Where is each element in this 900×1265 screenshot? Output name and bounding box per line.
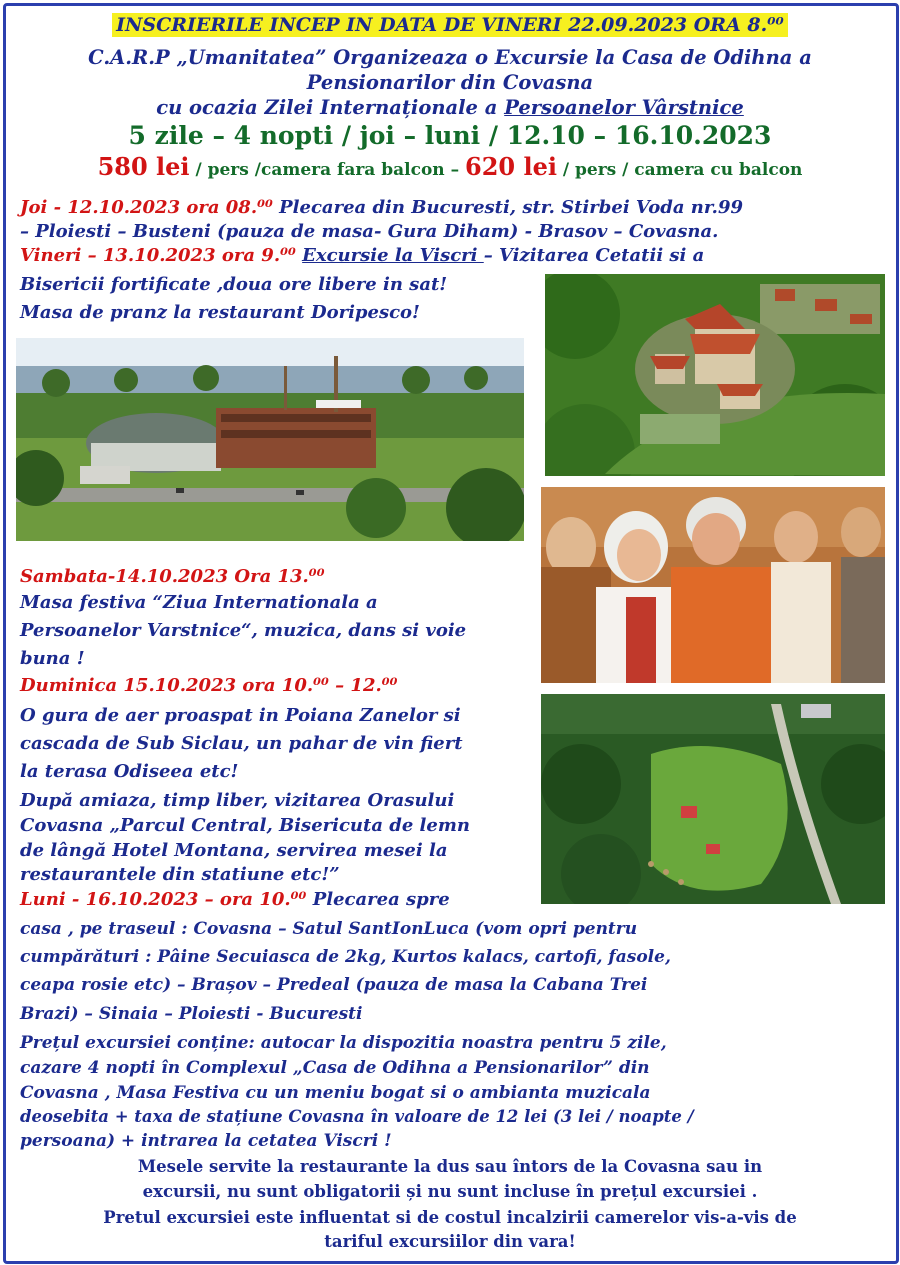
occasion-line bbox=[0, 98, 900, 118]
day3-line1: Masa festiva “Ziua Internationala a bbox=[20, 592, 378, 613]
organizer-line: C.A.R.P „Umanitatea” Organizeaza o Excursie la Casa de Odihna a bbox=[88, 46, 812, 69]
day4-line3: la terasa Odiseea etc! bbox=[20, 761, 239, 782]
day1-line2: – Ploiesti – Busteni (pauza de masa- Gura Diham) - Brasov – Covasna. bbox=[20, 221, 719, 242]
day4-line2: cascada de Sub Siclau, un pahar de vin fiert bbox=[20, 733, 463, 754]
day5-line0: Luni - 16.10.2023 – ora 10.⁰⁰ Plecarea spre bbox=[20, 889, 450, 910]
footer-line3: Pretul excursiei este influentat si de costul incalzirii camerelor vis-a-vis de bbox=[103, 1208, 797, 1227]
footer-line1: Mesele servite la restaurante la dus sau întors de la Covasna sau in bbox=[137, 1157, 763, 1176]
viscri-fortress-photo bbox=[545, 274, 885, 476]
day1-date: Joi - 12.10.2023 ora 08.⁰⁰ bbox=[20, 197, 273, 218]
day5-line4: Brazi) – Sinaia – Ploiesti - Bucuresti bbox=[20, 1004, 363, 1024]
occasion-link: Persoanelor Vârstnice bbox=[504, 96, 744, 119]
day2-line3: Masa de pranz la restaurant Doripesco! bbox=[20, 302, 420, 323]
day4-line6: de lângă Hotel Montana, servirea mesei la bbox=[20, 840, 448, 861]
price-balcony: 620 lei bbox=[465, 152, 557, 181]
day1-line1: Joi - 12.10.2023 ora 08.⁰⁰ Plecarea din Bucuresti, str. Stirbei Voda nr.99 bbox=[20, 197, 743, 218]
price-no-balcony-note: / pers /camera fara balcon – bbox=[189, 160, 465, 180]
trip-duration: 5 zile – 4 nopti / joi – luni / 12.10 – 16.10.2023 bbox=[128, 121, 772, 150]
price-line bbox=[0, 152, 900, 181]
day5-date: Luni - 16.10.2023 – ora 10.⁰⁰ bbox=[20, 889, 307, 910]
day4-line7: restaurantele din statiune etc!” bbox=[20, 864, 340, 885]
day4-line4: După amiaza, timp liber, vizitarea Orasului bbox=[20, 790, 455, 811]
dancing-seniors-photo bbox=[541, 487, 885, 683]
day3-line2: Persoanelor Varstnice“, muzica, dans si voie bbox=[20, 620, 467, 641]
day2-date: Vineri – 13.10.2023 ora 9.⁰⁰ bbox=[20, 245, 296, 266]
viscri-link: Excursie la Viscri bbox=[302, 245, 484, 266]
day2-line1: Vineri – 13.10.2023 ora 9.⁰⁰ Excursie la Viscri – Vizitarea Cetatii si a bbox=[20, 245, 705, 266]
day4-date: Duminica 15.10.2023 ora 10.⁰⁰ – 12.⁰⁰ bbox=[20, 675, 398, 696]
day2-line2: Bisericii fortificate ,doua ore libere in sat! bbox=[20, 274, 448, 295]
day3-line3: buna ! bbox=[20, 648, 85, 669]
day4-line1: O gura de aer proaspat in Poiana Zanelor si bbox=[20, 705, 461, 726]
registration-banner: INSCRIERILE INCEP IN DATA DE VINERI 22.09.2023 ORA 8.⁰⁰ bbox=[0, 16, 900, 35]
day5-line1: casa , pe traseul : Covasna – Satul SantIonLuca (vom opri pentru bbox=[20, 919, 638, 939]
includes-line2: cazare 4 nopti în Complexul „Casa de Odihna a Pensionarilor” din bbox=[20, 1058, 650, 1078]
includes-line5: persoana) + intrarea la cetatea Viscri ! bbox=[20, 1131, 392, 1151]
day5-line3: ceapa rosie etc) – Brașov – Predeal (pauza de masa la Cabana Trei bbox=[20, 975, 648, 995]
doripesco-restaurant-photo bbox=[16, 338, 524, 541]
footer-line4: tariful excursiilor din vara! bbox=[324, 1232, 576, 1251]
includes-line4: deosebita + taxa de stațiune Covasna în valoare de 12 lei (3 lei / noapte / bbox=[20, 1107, 694, 1126]
occasion-prefix: cu ocazia Zilei Internaționale a bbox=[156, 96, 505, 119]
price-balcony-note: / pers / camera cu balcon bbox=[556, 160, 803, 180]
destination-line: Pensionarilor din Covasna bbox=[306, 71, 594, 94]
day3-date: Sambata-14.10.2023 Ora 13.⁰⁰ bbox=[20, 566, 325, 587]
day4-line5: Covasna „Parcul Central, Bisericuta de lemn bbox=[20, 815, 470, 836]
includes-line3: Covasna , Masa Festiva cu un meniu bogat si o ambianta muzicala bbox=[20, 1083, 651, 1103]
footer-line2: excursii, nu sunt obligatorii și nu sunt incluse în prețul excursiei . bbox=[142, 1182, 758, 1201]
price-no-balcony: 580 lei bbox=[97, 152, 190, 181]
day5-line2: cumpărături : Pâine Secuiasca de 2kg, Kurtos kalacs, cartofi, fasole, bbox=[20, 947, 671, 967]
poiana-zanelor-photo bbox=[541, 694, 885, 904]
includes-line1: Prețul excursiei conține: autocar la dispozitia noastra pentru 5 zile, bbox=[20, 1033, 667, 1053]
